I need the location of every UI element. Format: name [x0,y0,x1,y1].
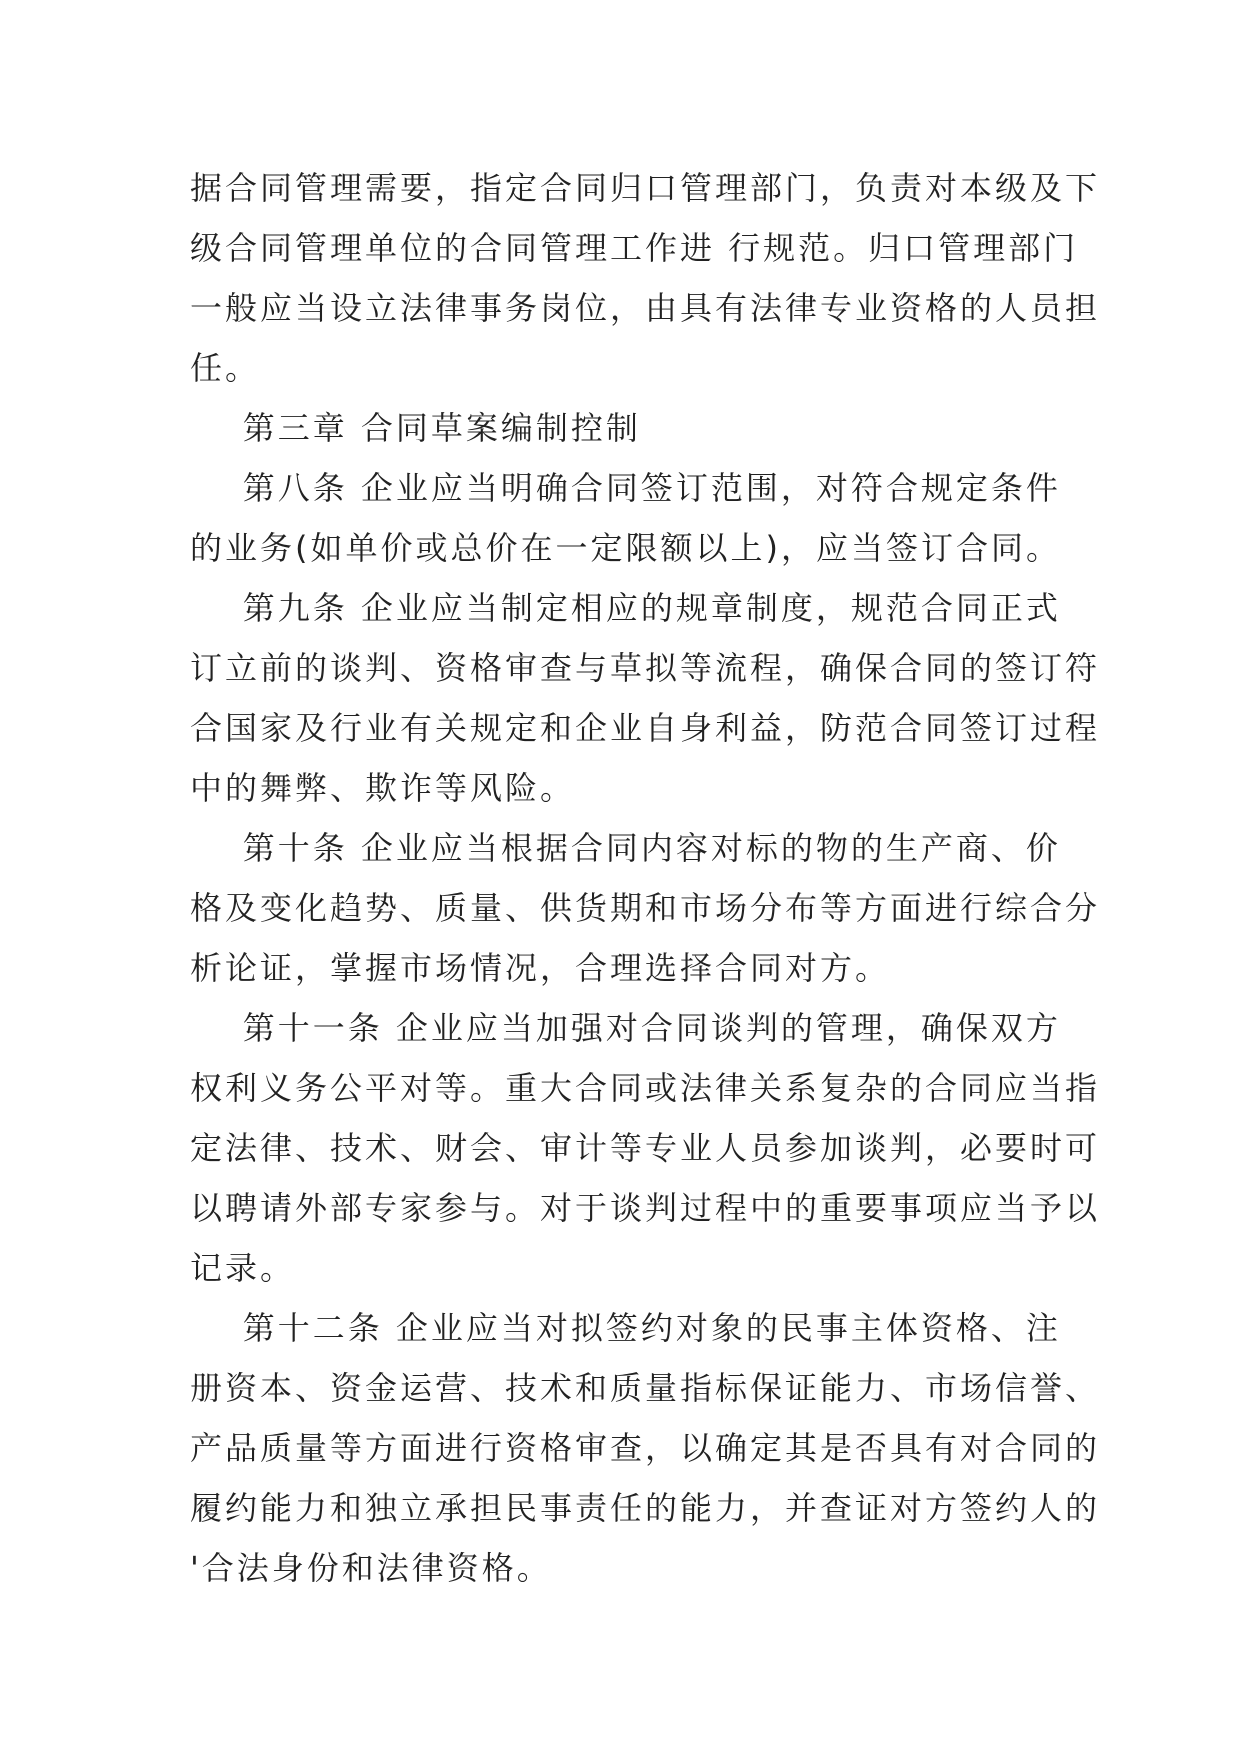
article-10-line-2: 格及变化趋势、质量、供货期和市场分布等方面进行综合分 [190,889,1101,927]
text-line-1: 据合同管理需要，指定合同归口管理部门，负责对本级及下 [190,169,1101,207]
article-9-line-2: 订立前的谈判、资格审查与草拟等流程，确保合同的签订符 [190,649,1101,687]
article-11-line-3: 定法律、技术、财会、审计等专业人员参加谈判，必要时可 [190,1129,1101,1167]
text-line-3: 一般应当设立法律事务岗位，由具有法律专业资格的人员担 [190,289,1101,327]
article-8-line-2: 的业务(如单价或总价在一定限额以上)，应当签订合同。 [190,529,1061,567]
article-11-line-4: 以聘请外部专家参与。对于谈判过程中的重要事项应当予以 [190,1189,1101,1227]
article-12-line-3: 产品质量等方面进行资格审查，以确定其是否具有对合同的 [190,1429,1101,1467]
chapter-heading: 第三章 合同草案编制控制 [190,409,641,447]
article-12-line-4: 履约能力和独立承担民事责任的能力，并查证对方签约人的 [190,1489,1101,1527]
article-8-line-1: 第八条 企业应当明确合同签订范围，对符合规定条件 [190,469,1061,507]
article-11-line-2: 权利义务公平对等。重大合同或法律关系复杂的合同应当指 [190,1069,1101,1107]
article-12-line-5: '合法身份和法律资格。 [190,1549,552,1587]
article-9-line-3: 合国家及行业有关规定和企业自身利益，防范合同签订过程 [190,709,1101,747]
article-9-line-1: 第九条 企业应当制定相应的规章制度，规范合同正式 [190,589,1061,627]
article-11-line-1: 第十一条 企业应当加强对合同谈判的管理，确保双方 [190,1009,1061,1047]
article-12-line-1: 第十二条 企业应当对拟签约对象的民事主体资格、注 [190,1309,1061,1347]
document-body [190,158,1101,1598]
article-10-line-1: 第十条 企业应当根据合同内容对标的物的生产商、价 [190,829,1061,867]
article-12-line-2: 册资本、资金运营、技术和质量指标保证能力、市场信誉、 [190,1369,1101,1407]
text-line-2: 级合同管理单位的合同管理工作进 行规范。归口管理部门 [190,229,1079,267]
article-9-line-4: 中的舞弊、欺诈等风险。 [190,769,576,807]
article-11-line-5: 记录。 [190,1249,296,1287]
article-10-line-3: 析论证，掌握市场情况，合理选择合同对方。 [190,949,891,987]
text-line-4: 任。 [190,349,261,387]
